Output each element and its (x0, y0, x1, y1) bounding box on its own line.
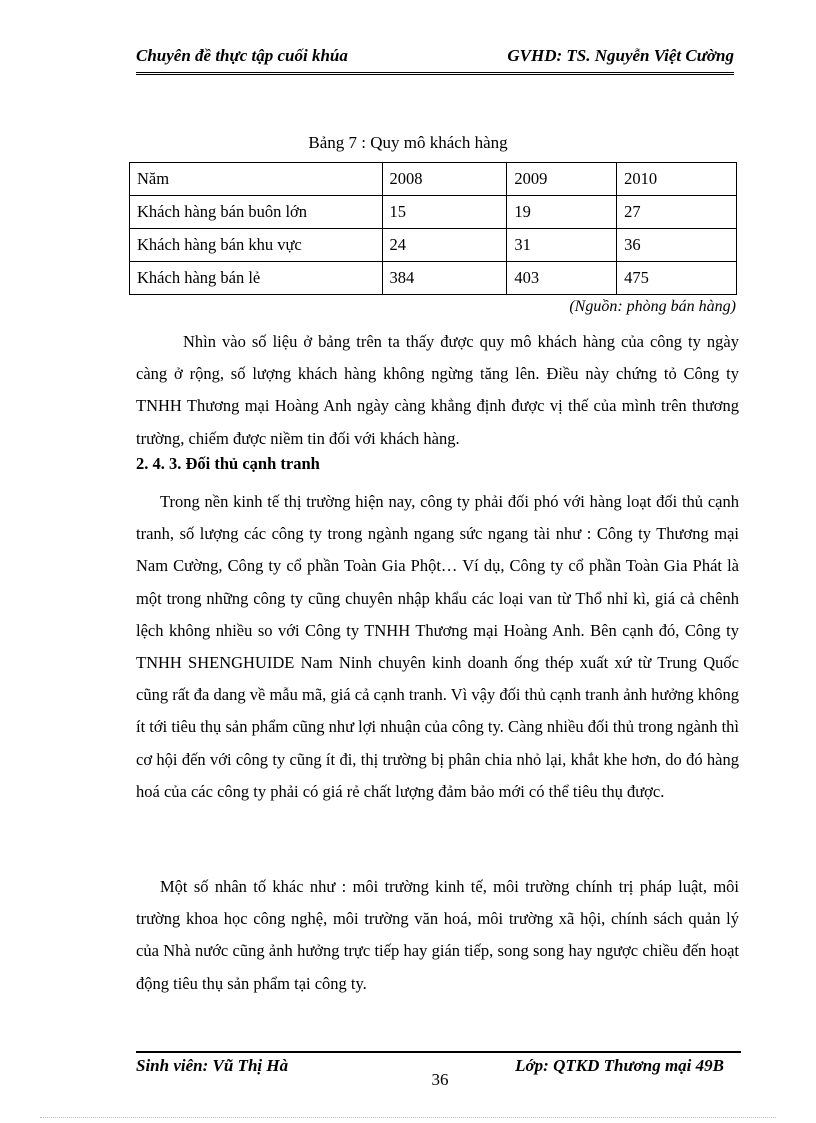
footer-class: Lớp: QTKD Thương mại 49B (515, 1056, 724, 1075)
table-cell: Khách hàng bán khu vực (130, 229, 383, 262)
table-cell: 384 (382, 262, 507, 295)
footer-student: Sinh viên: Vũ Thị Hà (136, 1056, 289, 1075)
table-cell: 475 (617, 262, 737, 295)
table-cell: 27 (617, 196, 737, 229)
table-cell: 31 (507, 229, 617, 262)
customer-scale-table (129, 162, 737, 295)
page-edge-divider (40, 1117, 776, 1118)
body-paragraph: Nhìn vào số liệu ở bảng trên ta thấy được quy mô khách hàng của công ty ngày càng ở rộng, số lượng khách hàng không ngừng tăng lên. Điều này chứng tỏ Công ty TNHH Thương mại Hoàng Anh ngày càng khẳng định được vị thế của mình trên thương trường, chiếm được niềm tin đối với khách hàng. (136, 332, 739, 448)
table-row (130, 196, 737, 229)
table-row (130, 229, 737, 262)
table-row (130, 262, 737, 295)
footer-divider (136, 1051, 741, 1053)
table-header-row (130, 163, 737, 196)
table-cell: 36 (617, 229, 737, 262)
table-cell: Năm (130, 163, 383, 196)
table-cell: 19 (507, 196, 617, 229)
table-cell: 403 (507, 262, 617, 295)
table-source-note: (Nguồn: phòng bán hàng) (569, 298, 736, 315)
page-header (136, 46, 734, 75)
body-paragraph: Trong nền kinh tế thị trường hiện nay, công ty phải đối phó với hàng loạt đối thủ cạnh tranh, số lượng các công ty trong ngành ngang sức ngang tài như : Công ty Thương mại Nam Cường, Công ty cổ phần Toàn Gia Phột… Ví dụ, Công ty cổ phần Toàn Gia Phát là một trong những công ty cũng chuyên nhập khẩu các loại van từ Thổ nhỉ kì, giá cả chênh lệch không nhiều so với Công ty TNHH Thương mại Hoàng Anh. Bên cạnh đó, Công ty TNHH SHENGHUIDE Nam Ninh chuyên kinh doanh ống thép xuất xứ từ Trung Quốc cũng rất đa dang về mẫu mã, giá cả cạnh tranh. Vì vậy đối thủ cạnh tranh ảnh hưởng không ít tới tiêu thụ sản phẩm cũng như lợi nhuận của công ty. Càng nhiều đối thủ trong ngành thì cơ hội đến với công ty cũng ít đi, thị trường bị phân chia nhỏ lại, khắt khe hơn, do đó hàng hoá của các công ty phải có giá rẻ chất lượng đảm bảo mới có thể tiêu thụ được. (136, 492, 739, 801)
body-paragraph: Một số nhân tố khác như : môi trường kinh tế, môi trường chính trị pháp luật, môi trường khoa học công nghệ, môi trường văn hoá, môi trường xã hội, chính sách quản lý của Nhà nước cũng ảnh hưởng trực tiếp hay gián tiếp, song song hay ngược chiều đến hoạt động tiêu thụ sản phẩm tại công ty. (136, 877, 739, 993)
table-cell: Khách hàng bán buôn lớn (130, 196, 383, 229)
table-cell: 15 (382, 196, 507, 229)
section-heading: 2. 4. 3. Đối thủ cạnh tranh (136, 454, 320, 473)
table-cell: 2009 (507, 163, 617, 196)
header-course-title: Chuyên đề thực tập cuối khúa (136, 46, 348, 65)
header-supervisor: GVHD: TS. Nguyễn Việt Cường (507, 46, 734, 65)
page-number: 36 (431, 1070, 449, 1089)
table-caption: Bảng 7 : Quy mô khách hàng (308, 133, 508, 152)
table-cell: 2010 (617, 163, 737, 196)
table-cell: Khách hàng bán lẻ (130, 262, 383, 295)
table-cell: 24 (382, 229, 507, 262)
table-cell: 2008 (382, 163, 507, 196)
